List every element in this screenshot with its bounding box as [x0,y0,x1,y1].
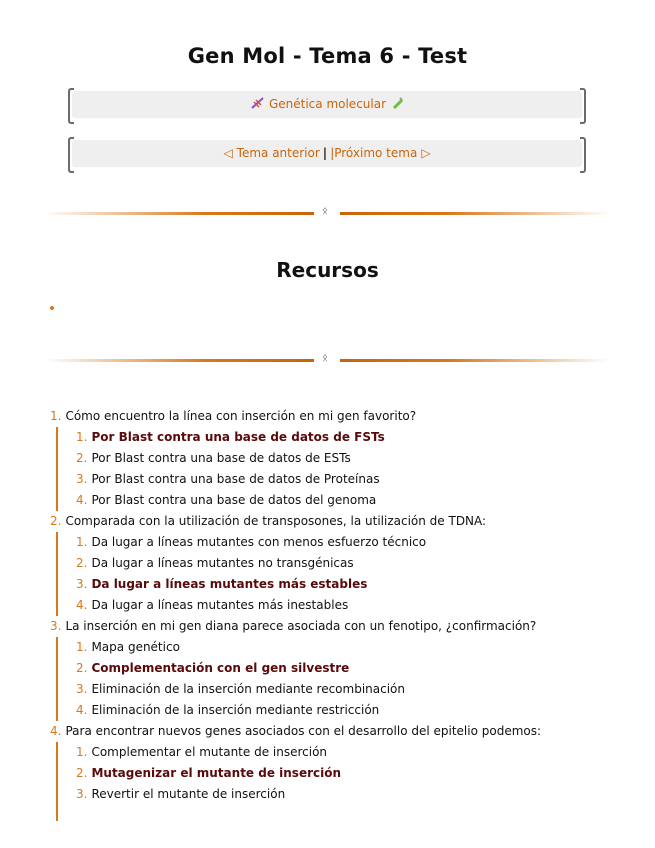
answer-label: Da lugar a líneas mutantes no transgénicas [91,556,354,570]
answer-number: 1. [76,745,88,759]
answer-item [76,532,640,553]
answer-item [76,490,640,511]
question-text [50,406,640,427]
quiz-list [50,406,640,821]
answer-label: Por Blast contra una base de datos de ESTs [91,451,351,465]
answer-label: Da lugar a líneas mutantes más estables [91,577,368,591]
answer-number: 1. [76,535,88,549]
page-title: Gen Mol - Tema 6 - Test [187,44,468,68]
divider-ornament-icon: ᛟ [322,353,328,364]
question-number: 1. [50,409,62,423]
answer-item [76,679,640,700]
question-item [50,511,640,616]
question-number: 2. [50,514,62,528]
question-number: 4. [50,724,62,738]
answer-number: 4. [76,703,88,717]
answer-number: 3. [76,577,88,591]
question-text [50,511,640,532]
answer-item-correct [76,574,640,595]
question-text [50,721,640,742]
question-label: Para encontrar nuevos genes asociados con el desarrollo del epitelio podemos: [65,724,542,738]
next-prefix: | [330,146,335,160]
answer-label: Da lugar a líneas mutantes más inestables [91,598,349,612]
answer-number: 2. [76,556,88,570]
prev-topic-link[interactable]: Tema anterior [236,146,320,160]
next-topic-link[interactable]: Próximo tema [334,146,418,160]
answer-item [76,595,640,616]
test-tube-icon [391,97,403,112]
answer-number: 4. [76,493,88,507]
section-divider [44,355,610,365]
answer-item-correct [76,658,640,679]
answer-number: 3. [76,472,88,486]
answer-label: Por Blast contra una base de datos de FSTs [91,430,385,444]
answer-label: Da lugar a líneas mutantes con menos esfuerzo técnico [91,535,427,549]
divider-ornament-icon: ᛟ [322,206,328,217]
answer-item [76,700,640,721]
answer-number: 4. [76,598,88,612]
topic-link[interactable]: Genética molecular [268,97,387,111]
question-item [50,406,640,511]
nav-separator: | [322,146,328,160]
nav-box-topics [72,140,582,166]
answer-number: 2. [76,661,88,675]
answer-label: Mapa genético [91,640,180,654]
answer-label: Revertir el mutante de inserción [91,787,286,801]
answer-number: 3. [76,682,88,696]
answer-label: Eliminación de la inserción mediante recombinación [91,682,405,696]
answer-label: Complementación con el gen silvestre [91,661,350,675]
answer-label: Complementar el mutante de inserción [91,745,328,759]
answer-number: 2. [76,766,88,780]
question-text [50,616,640,637]
dna-icon [251,97,264,112]
answer-label: Mutagenizar el mutante de inserción [91,766,342,780]
answer-item-correct [76,427,640,448]
answer-label: Eliminación de la inserción mediante restricción [91,703,380,717]
question-label: Comparada con la utilización de transposones, la utilización de TDNA: [65,514,487,528]
answer-item-correct [76,763,640,784]
question-label: La inserción en mi gen diana parece asociada con un fenotipo, ¿confirmación? [65,619,537,633]
answer-item [76,469,640,490]
answer-list [56,637,640,721]
question-label: Cómo encuentro la línea con inserción en mi gen favorito? [65,409,417,423]
answer-item [76,553,640,574]
section-divider [44,208,610,218]
answer-label: Por Blast contra una base de datos del genoma [91,493,377,507]
answer-item [76,742,640,763]
question-item [50,616,640,721]
next-topic-icon: ▷ [421,146,431,160]
nav-box-topic [72,91,582,117]
answer-item [76,448,640,469]
answer-list [56,532,640,616]
answer-number: 2. [76,451,88,465]
resources-heading: Recursos [276,258,379,282]
question-number: 3. [50,619,62,633]
answer-list [56,742,640,821]
answer-list [56,427,640,511]
answer-item [76,784,640,805]
answer-number: 1. [76,430,88,444]
resources-bullet [50,306,54,310]
prev-topic-icon: ◁ [223,146,233,160]
answer-number: 1. [76,640,88,654]
question-item [50,721,640,821]
answer-item [76,637,640,658]
answer-label: Por Blast contra una base de datos de Proteínas [91,472,380,486]
answer-number: 3. [76,787,88,801]
